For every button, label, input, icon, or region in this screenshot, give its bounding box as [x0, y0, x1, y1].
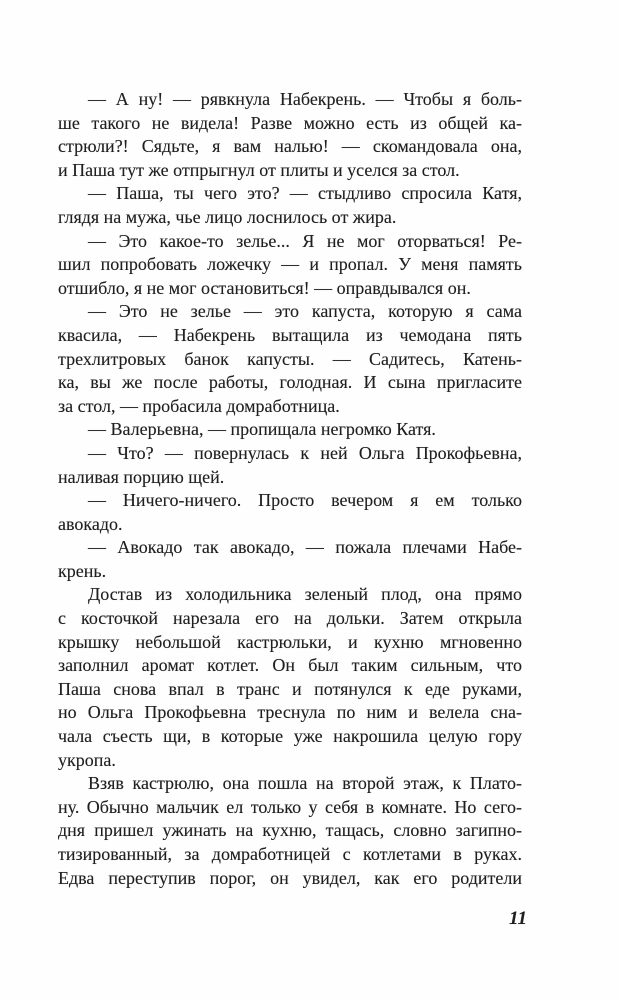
text-line: трехлитровых банок капусты. — Садитесь, Катень- — [58, 348, 522, 369]
text-line: с косточкой нарезала его на дольки. Затем открыла — [58, 608, 522, 629]
paragraph — [58, 772, 522, 890]
text-line: Паша снова впал в транс и потянулся к еде руками, — [58, 678, 522, 699]
text-line: и Паша тут же отпрыгнул от плиты и уселся за стол. — [58, 159, 460, 180]
text-line: за стол, — пробасила домработница. — [58, 395, 340, 416]
paragraph — [58, 230, 522, 301]
text-line: — А ну! — рявкнула Набекрень. — Чтобы я боль- — [88, 89, 522, 109]
text-line: — Ничего-ничего. Просто вечером я ем только — [88, 490, 522, 511]
text-line: — Что? — повернулась к ней Ольга Прокофьевна, — [88, 442, 522, 463]
text-line: ше такого не видела! Разве можно есть из общей ка- — [58, 112, 522, 133]
paragraph — [58, 442, 522, 489]
page-number: 11 — [509, 908, 527, 929]
text-line: но Ольга Прокофьевна треснула по ним и велела сна- — [58, 702, 522, 723]
paragraph — [58, 489, 522, 536]
text-line: — Валерьевна, — пропищала негромко Катя. — [88, 419, 436, 440]
text-line: — Это какое-то зелье... Я не мог оторваться! Ре- — [88, 230, 522, 251]
text-line: ка, вы же после работы, голодная. И сына пригласите — [58, 372, 522, 393]
text-block — [58, 88, 522, 890]
text-line: Едва переступив порог, он увидел, как его родители — [58, 867, 522, 888]
text-line: чала съесть щи, в которые уже накрошила целую гору — [58, 726, 522, 747]
text-line: ну. Обычно мальчик ел только у себя в комнате. Но сего- — [58, 796, 522, 817]
text-line: наливая порцию щей. — [58, 466, 225, 487]
text-line: авокадо. — [58, 513, 123, 534]
text-line: — Это не зелье — это капуста, которую я сама — [88, 301, 522, 322]
text-line: глядя на мужа, чье лицо лоснилось от жира. — [58, 206, 397, 227]
paragraph — [58, 300, 522, 418]
paragraph — [58, 418, 522, 442]
text-line: заполнил аромат котлет. Он был таким сильным, что — [58, 655, 522, 676]
text-line: укропа. — [58, 749, 116, 770]
paragraph — [58, 583, 522, 772]
text-line: крышку небольшой кастрюльки, и кухню мгновенно — [58, 631, 522, 652]
text-line: крень. — [58, 560, 107, 581]
text-line: квасила, — Набекрень вытащила из чемодана пять — [58, 324, 522, 345]
paragraph — [58, 536, 522, 583]
text-line: тизированный, за домработницей с котлетами в руках. — [58, 844, 522, 864]
text-line: Достав из холодильника зеленый плод, она прямо — [88, 584, 522, 605]
paragraph — [58, 88, 522, 182]
text-line: дня пришел ужинать на кухню, тащась, словно загипно- — [58, 820, 522, 841]
paragraph — [58, 182, 522, 229]
text-line: — Паша, ты чего это? — стыдливо спросила Катя, — [88, 183, 522, 204]
text-line: стрюли?! Сядьте, я вам налью! — скомандовала она, — [58, 136, 522, 157]
text-line: — Авокадо так авокадо, — пожала плечами Набе- — [88, 537, 522, 558]
text-line: Взяв кастрюлю, она пошла на второй этаж, к Плато- — [88, 773, 522, 794]
text-line: шил попробовать ложечку — и пропал. У меня память — [58, 254, 522, 275]
text-line: отшибло, я не мог остановиться! — оправдывался он. — [58, 277, 471, 298]
